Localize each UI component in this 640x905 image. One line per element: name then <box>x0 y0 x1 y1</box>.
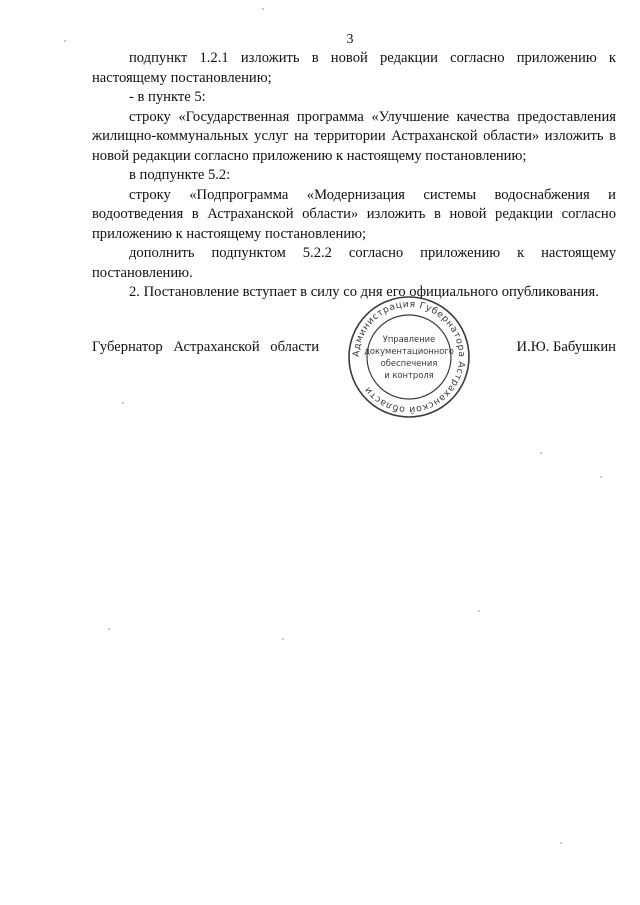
svg-text:и контроля: и контроля <box>384 370 434 380</box>
svg-text:обеспечения: обеспечения <box>380 358 438 368</box>
paragraph: дополнить подпунктом 5.2.2 согласно приложению к настоящему постановлению. <box>92 245 616 281</box>
scan-speck <box>600 476 602 478</box>
seal-graphic <box>346 294 472 420</box>
scan-speck <box>282 638 284 640</box>
document-body <box>92 49 616 303</box>
svg-text:Администрация Губернатора Астр: Администрация Губернатора Астраханской области <box>350 298 468 416</box>
page-number: 3 <box>346 32 354 47</box>
paragraph: строку «Государственная программа «Улучшение качества предоставления жилищно-коммунальных услуг на территории Астраханской области» изложить в новой редакции согласно приложению к настоящему постановлению; <box>92 108 616 164</box>
scan-speck <box>122 402 124 404</box>
scan-speck <box>478 610 480 612</box>
scan-speck <box>560 842 562 844</box>
svg-text:Управление: Управление <box>382 334 436 344</box>
paragraph: 2. Постановление вступает в силу со дня его официального опубликования. <box>129 284 599 300</box>
paragraph: в подпункте 5.2: <box>129 167 231 183</box>
paragraph: - в пункте 5: <box>129 89 206 105</box>
scan-speck <box>64 40 66 42</box>
paragraph: подпункт 1.2.1 изложить в новой редакции согласно приложению к настоящему постановлению; <box>92 50 616 86</box>
svg-text:документационного: документационного <box>364 346 454 356</box>
scan-speck <box>108 628 110 630</box>
scan-speck <box>540 452 542 454</box>
scan-speck <box>262 8 264 10</box>
official-seal <box>346 294 472 420</box>
signer-name: И.Ю. Бабушкин <box>516 339 616 355</box>
signer-title: Губернатор Астраханской области <box>92 339 320 355</box>
paragraph: строку «Подпрограмма «Модернизация системы водоснабжения и водоотведения в Астраханской области» изложить в новой редакции согласно приложению к настоящему постановлению; <box>92 186 616 242</box>
